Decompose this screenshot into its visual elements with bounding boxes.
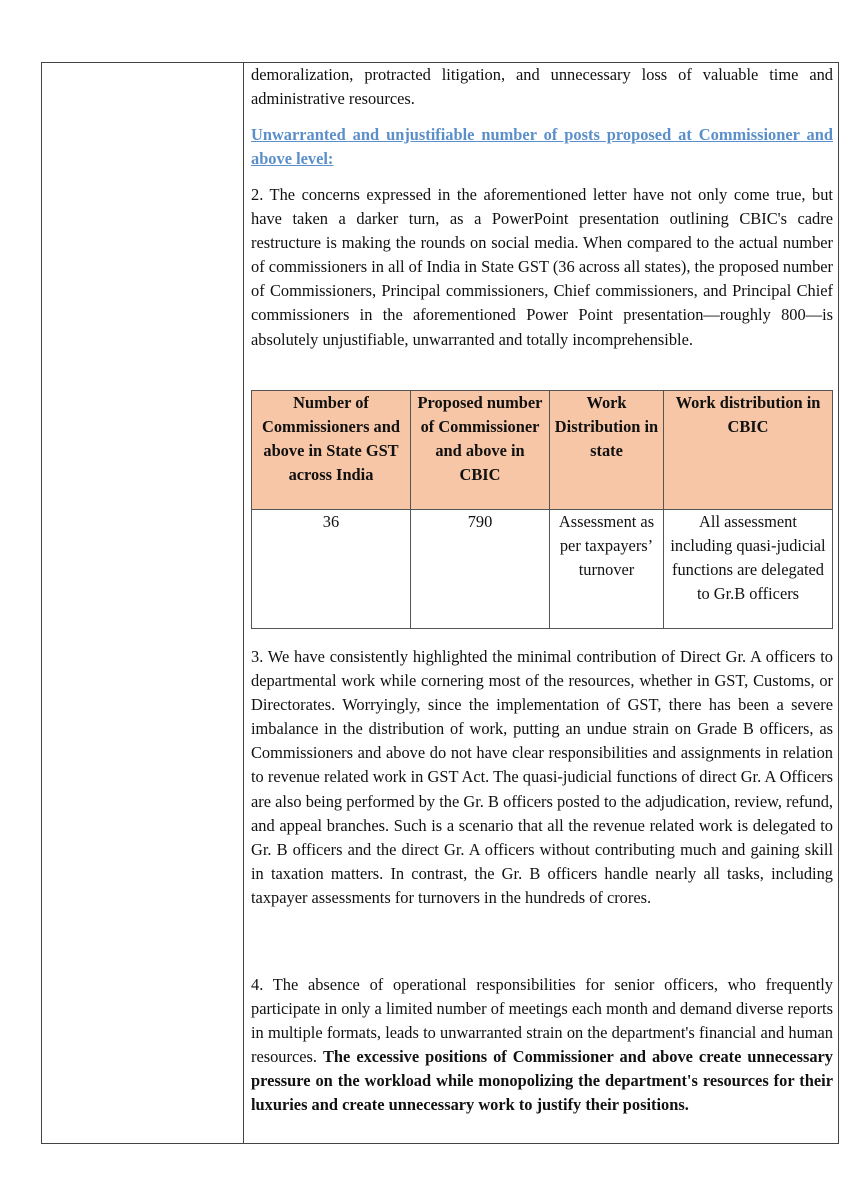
paragraph-4 [251, 973, 833, 1118]
section-heading: Unwarranted and unjustifiable number of posts proposed at Commissioner and above level: [251, 125, 833, 169]
table-header: Proposed number of Commissioner and above in CBIC [411, 391, 550, 510]
table-header: Work Distribution in state [550, 391, 664, 510]
table-cell: All assessment including quasi-judicial functions are delegated to Gr.B officers [664, 510, 833, 629]
table-cell: 790 [411, 510, 550, 629]
paragraph-3: 3. We have consistently highlighted the minimal contribution of Direct Gr. A officers to departmental work while cornering most of the resources, whether in GST, Customs, or Directorates. Worryingly, since the implementation of GST, there has been a severe imbalance in the distribution of work, putting an undue strain on Grade B officers, as Commissioners and above do not have clear responsibilities and assignments in relation to revenue related work in GST Act. The quasi-judicial functions of direct Gr. A Officers are also being performed by the Gr. B officers posted to the adjudication, review, refund, and appeal branches. Such is a scenario that all the revenue related work is delegated to Gr. B officers and the direct Gr. A officers without contributing much and gaining skill in taxation matters. In contrast, the Gr. B officers handle nearly all tasks, including taxpayer assessments for turnovers in the hundreds of crores. [251, 647, 833, 907]
table-header: Work distribution in CBIC [664, 391, 833, 510]
paragraph-2: 2. The concerns expressed in the aforementioned letter have not only come true, but have taken a darker turn, as a PowerPoint presentation outlining CBIC's cadre restructure is making the rounds on social media. When compared to the actual number of commissioners in all of India in State GST (36 across all states), the proposed number of Commissioners, Principal commissioners, Chief commissioners, and Principal Chief commissioners in the aforementioned Power Point presentation—roughly 800—is absolutely unjustifiable, unwarranted and totally incomprehensible. [251, 185, 833, 349]
paragraph-4-bold-text: The excessive positions of Commissioner and above create unnecessary pressure on the workload while monopolizing the department's resources for their luxuries and create unnecessary work to justify their positions. [251, 1047, 833, 1115]
intro-paragraph: demoralization, protracted litigation, and unnecessary loss of valuable time and administrative resources. [251, 65, 833, 109]
comparison-table [251, 390, 833, 629]
left-column [42, 63, 244, 1143]
paragraph-4-text: 4. The absence of operational responsibilities for senior officers, who frequently participate in only a limited number of meetings each month and demand diverse reports in multiple formats, leads to unwarranted strain on the department's financial and human resources. [251, 975, 833, 1067]
table-row [252, 510, 833, 629]
document-table-frame [41, 62, 839, 1144]
table-cell: 36 [252, 510, 411, 629]
table-header: Number of Commissioners and above in State GST across India [252, 391, 411, 510]
table-header-row [252, 391, 833, 510]
table-cell: Assessment as per taxpayers’ turnover [550, 510, 664, 629]
